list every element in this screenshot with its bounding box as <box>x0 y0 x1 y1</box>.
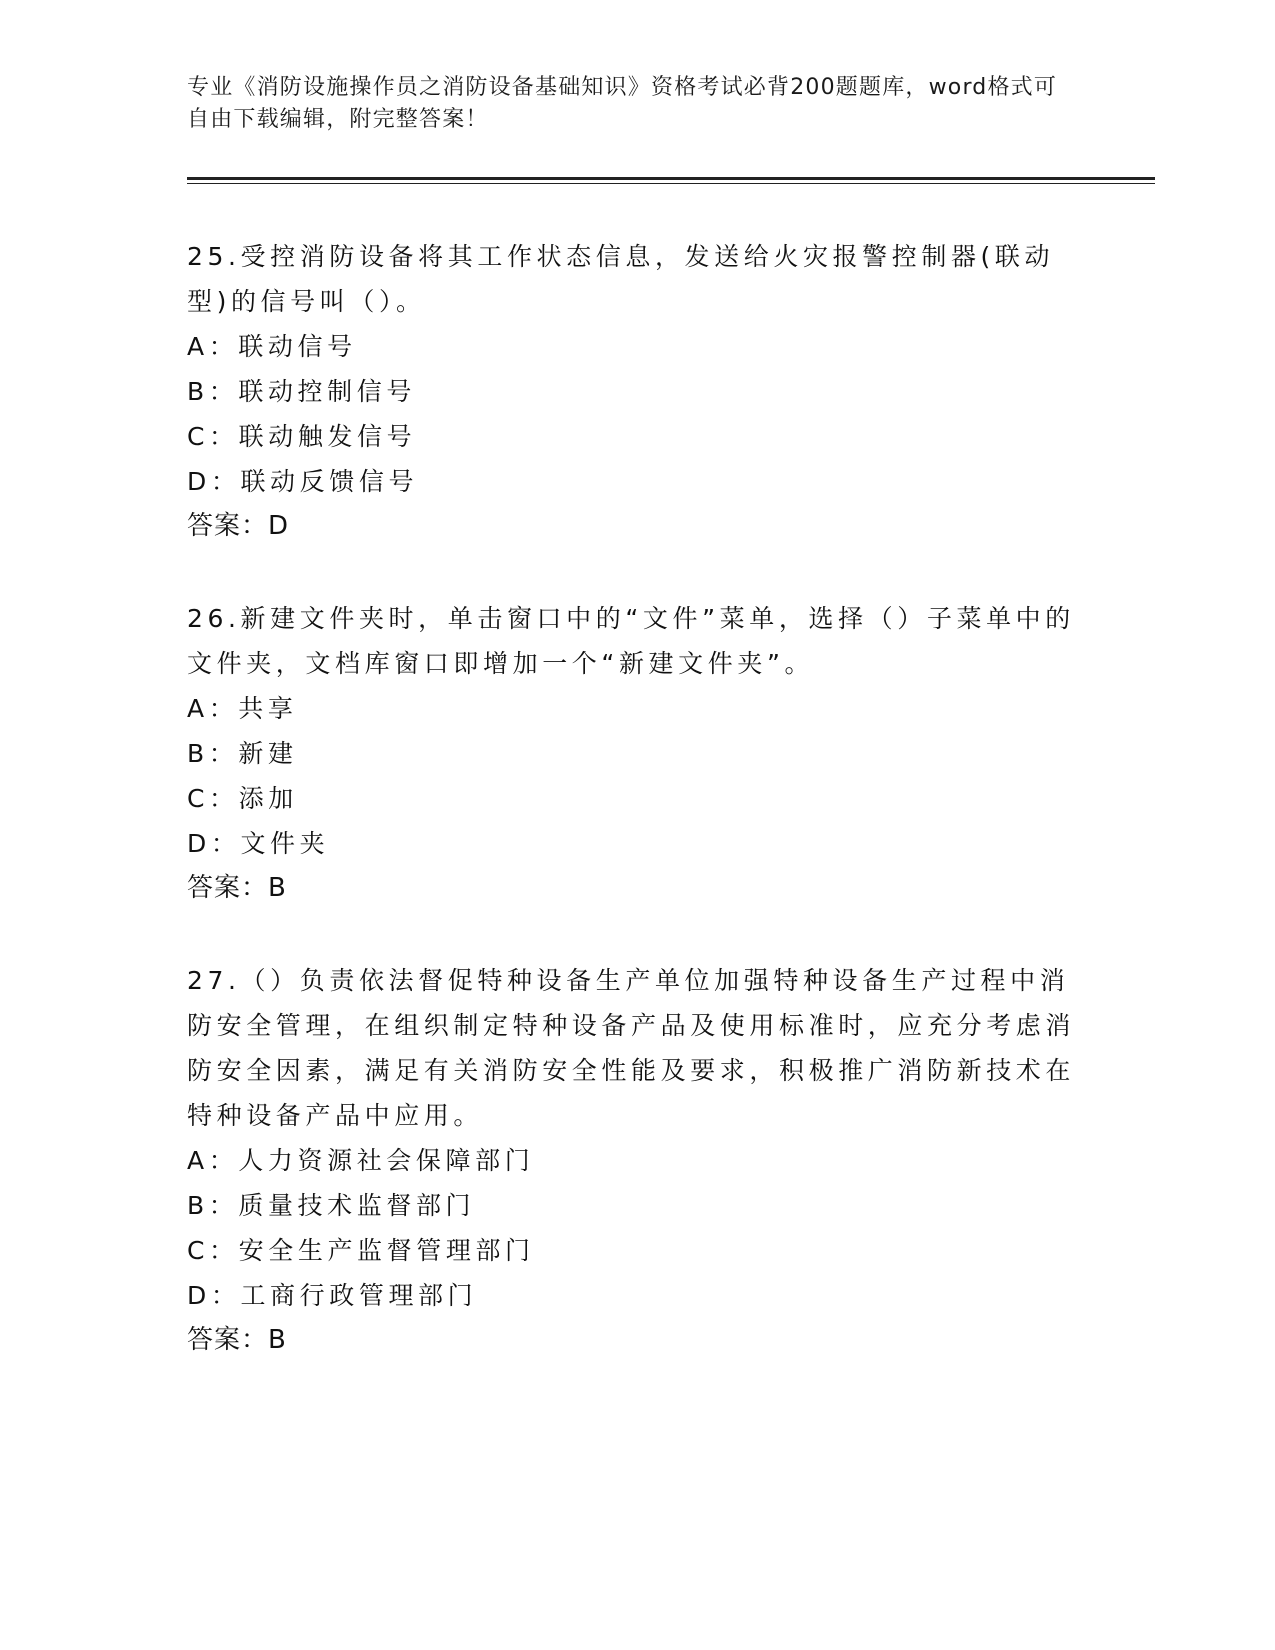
question-27 <box>187 958 1087 1363</box>
question-26 <box>187 596 1087 911</box>
question-stem: 27.（）负责依法督促特种设备生产单位加强特种设备生产过程中消防安全管理，在组织制定特种设备产品及使用标准时，应充分考虑消防安全因素，满足有关消防安全性能及要求，积极推广消防新技术在特种设备产品中应用。 <box>187 966 1076 1130</box>
option-b: B：质量技术监督部门 <box>187 1191 476 1220</box>
option-c: C：联动触发信号 <box>187 422 417 451</box>
option-c: C：安全生产监督管理部门 <box>187 1236 535 1265</box>
option-a: A：人力资源社会保障部门 <box>187 1146 535 1175</box>
option-a: A：共享 <box>187 694 298 723</box>
question-stem: 26.新建文件夹时，单击窗口中的“文件”菜单，选择（）子菜单中的文件夹，文档库窗口即增加一个“新建文件夹”。 <box>187 604 1075 678</box>
answer: 答案：B <box>187 873 287 903</box>
document-header: 专业《消防设施操作员之消防设备基础知识》资格考试必背200题题库，word格式可自由下载编辑，附完整答案！ <box>187 75 1058 132</box>
header-divider-thin <box>187 183 1155 184</box>
option-d: D：工商行政管理部门 <box>187 1281 478 1310</box>
option-d: D：联动反馈信号 <box>187 467 419 496</box>
answer: 答案：D <box>187 511 290 541</box>
option-b: B：新建 <box>187 739 298 768</box>
answer: 答案：B <box>187 1325 287 1355</box>
question-stem: 25.受控消防设备将其工作状态信息，发送给火灾报警控制器(联动型)的信号叫（）。 <box>187 242 1055 316</box>
header-divider-thick <box>187 177 1155 180</box>
option-c: C：添加 <box>187 784 298 813</box>
option-a: A：联动信号 <box>187 332 357 361</box>
question-25 <box>187 234 1087 549</box>
option-b: B：联动控制信号 <box>187 377 416 406</box>
option-d: D：文件夹 <box>187 829 330 858</box>
